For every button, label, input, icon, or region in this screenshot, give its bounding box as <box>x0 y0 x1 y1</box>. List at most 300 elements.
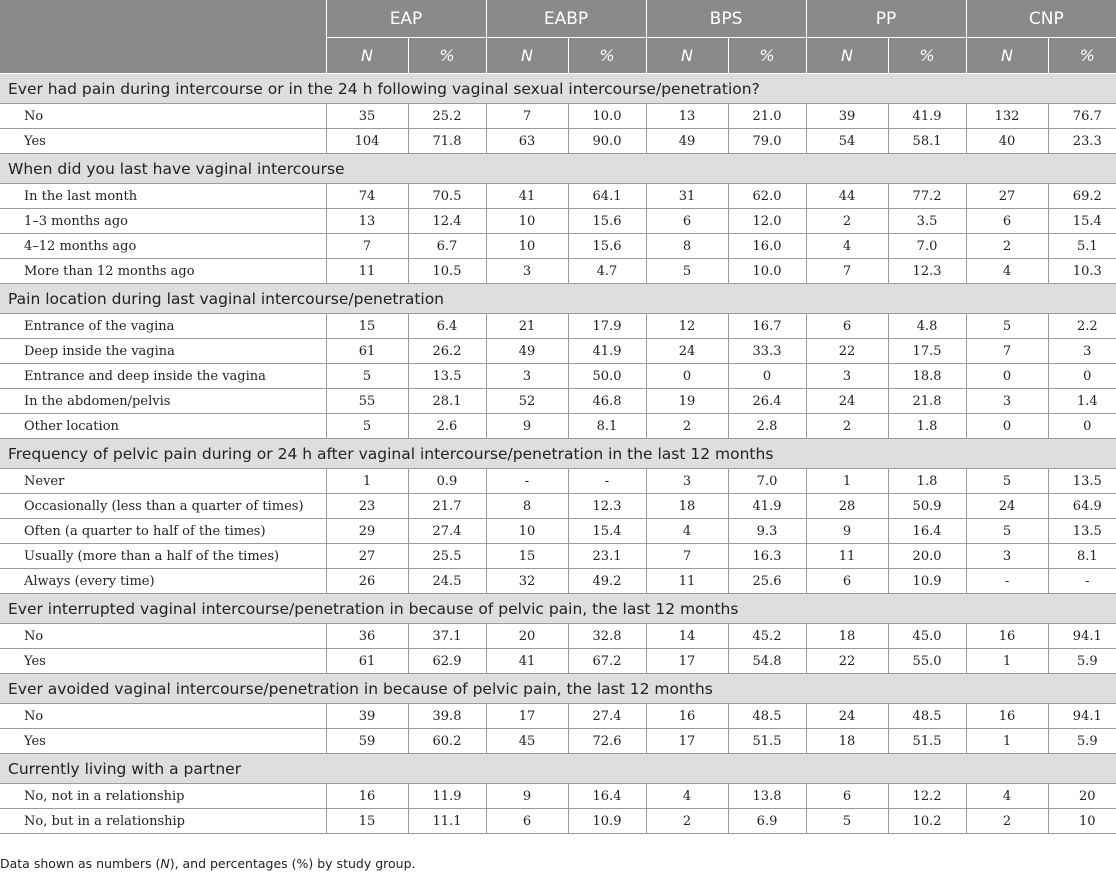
row-label: Always (every time) <box>0 569 326 594</box>
table-row <box>0 314 1116 339</box>
percent-cell: 4.8 <box>888 314 966 339</box>
count-cell: 16 <box>326 784 408 809</box>
count-cell: 0 <box>966 414 1048 439</box>
row-label: In the abdomen/pelvis <box>0 389 326 414</box>
row-label: Never <box>0 469 326 494</box>
count-cell: 16 <box>966 704 1048 729</box>
count-cell: 3 <box>486 259 568 284</box>
table-row <box>0 729 1116 754</box>
group-header-eabp: EABP <box>486 0 646 38</box>
count-cell: 2 <box>646 809 728 834</box>
table-row <box>0 469 1116 494</box>
percent-cell: 17.5 <box>888 339 966 364</box>
percent-cell: 13.5 <box>1048 469 1116 494</box>
count-cell: 4 <box>806 234 888 259</box>
percent-cell: 10.2 <box>888 809 966 834</box>
percent-cell: 15.4 <box>568 519 646 544</box>
sub-header-n: N <box>646 38 728 74</box>
table-row <box>0 209 1116 234</box>
percent-cell: 1.4 <box>1048 389 1116 414</box>
percent-cell: 24.5 <box>408 569 486 594</box>
count-cell: 36 <box>326 624 408 649</box>
percent-cell: 8.1 <box>568 414 646 439</box>
footnote-text-start: Data shown as numbers ( <box>0 856 161 871</box>
count-cell: 39 <box>326 704 408 729</box>
percent-cell: 3 <box>1048 339 1116 364</box>
count-cell: 7 <box>486 104 568 129</box>
count-cell: 23 <box>326 494 408 519</box>
count-cell: 5 <box>646 259 728 284</box>
count-cell: 2 <box>806 209 888 234</box>
table-row <box>0 184 1116 209</box>
count-cell: 16 <box>646 704 728 729</box>
percent-cell: 5.9 <box>1048 729 1116 754</box>
count-cell: 54 <box>806 129 888 154</box>
percent-cell: 58.1 <box>888 129 966 154</box>
table-row <box>0 624 1116 649</box>
count-cell: 12 <box>646 314 728 339</box>
count-cell: 7 <box>966 339 1048 364</box>
row-label: Occasionally (less than a quarter of times) <box>0 494 326 519</box>
percent-cell: 17.9 <box>568 314 646 339</box>
percent-cell: 11.9 <box>408 784 486 809</box>
percent-cell: 51.5 <box>888 729 966 754</box>
count-cell: 4 <box>966 259 1048 284</box>
row-label: No <box>0 704 326 729</box>
percent-cell: 23.3 <box>1048 129 1116 154</box>
count-cell: 10 <box>486 234 568 259</box>
count-cell: 10 <box>486 209 568 234</box>
count-cell: 15 <box>326 809 408 834</box>
percent-cell: 10.9 <box>888 569 966 594</box>
count-cell: 9 <box>486 784 568 809</box>
count-cell: 21 <box>486 314 568 339</box>
count-cell: 32 <box>486 569 568 594</box>
row-label: Usually (more than a half of the times) <box>0 544 326 569</box>
percent-cell: 49.2 <box>568 569 646 594</box>
percent-cell: 9.3 <box>728 519 806 544</box>
count-cell: 5 <box>806 809 888 834</box>
section-title: Frequency of pelvic pain during or 24 h after vaginal intercourse/penetration in the last 12 months <box>0 439 1116 469</box>
percent-cell: 18.8 <box>888 364 966 389</box>
percent-cell: 0 <box>1048 414 1116 439</box>
group-header-bps: BPS <box>646 0 806 38</box>
percent-cell: 0.9 <box>408 469 486 494</box>
percent-cell: 10.5 <box>408 259 486 284</box>
count-cell: 74 <box>326 184 408 209</box>
count-cell: 22 <box>806 339 888 364</box>
row-label: Often (a quarter to half of the times) <box>0 519 326 544</box>
count-cell: 132 <box>966 104 1048 129</box>
percent-cell: 16.4 <box>888 519 966 544</box>
table-footnote <box>0 856 415 871</box>
row-label: In the last month <box>0 184 326 209</box>
percent-cell: 4.7 <box>568 259 646 284</box>
count-cell: 11 <box>806 544 888 569</box>
table-row <box>0 649 1116 674</box>
count-cell: 39 <box>806 104 888 129</box>
percent-cell: 0 <box>728 364 806 389</box>
footnote-text-end: ), and percentages (%) by study group. <box>169 856 416 871</box>
group-header-row <box>0 0 1116 38</box>
count-cell: 1 <box>326 469 408 494</box>
percent-cell: 62.9 <box>408 649 486 674</box>
percent-cell: 13.8 <box>728 784 806 809</box>
section-title: Ever avoided vaginal intercourse/penetration in because of pelvic pain, the last 12 months <box>0 674 1116 704</box>
percent-cell: 13.5 <box>408 364 486 389</box>
count-cell: 16 <box>966 624 1048 649</box>
percent-cell: 27.4 <box>568 704 646 729</box>
percent-cell: 69.2 <box>1048 184 1116 209</box>
count-cell: 2 <box>806 414 888 439</box>
percent-cell: 6.7 <box>408 234 486 259</box>
count-cell: 18 <box>806 624 888 649</box>
sub-header-n: N <box>486 38 568 74</box>
count-cell: 24 <box>806 704 888 729</box>
percent-cell: 6.9 <box>728 809 806 834</box>
table-row <box>0 809 1116 834</box>
count-cell: 27 <box>966 184 1048 209</box>
table-row <box>0 259 1116 284</box>
table-row <box>0 339 1116 364</box>
row-label: No, not in a relationship <box>0 784 326 809</box>
percent-cell: 1.8 <box>888 469 966 494</box>
count-cell: 59 <box>326 729 408 754</box>
count-cell: 5 <box>966 519 1048 544</box>
table-body <box>0 74 1116 834</box>
count-cell: 9 <box>486 414 568 439</box>
table-row <box>0 389 1116 414</box>
count-cell: 6 <box>646 209 728 234</box>
table-row <box>0 519 1116 544</box>
count-cell: 5 <box>966 469 1048 494</box>
count-cell: 0 <box>966 364 1048 389</box>
percent-cell: 45.0 <box>888 624 966 649</box>
percent-cell: 67.2 <box>568 649 646 674</box>
count-cell: 5 <box>326 364 408 389</box>
percent-cell: 50.0 <box>568 364 646 389</box>
section-title: Currently living with a partner <box>0 754 1116 784</box>
sub-header-pct: % <box>888 38 966 74</box>
count-cell: 41 <box>486 649 568 674</box>
section-title: Ever had pain during intercourse or in the 24 h following vaginal sexual intercourse/penetration? <box>0 74 1116 104</box>
percent-cell: 41.9 <box>728 494 806 519</box>
count-cell: 44 <box>806 184 888 209</box>
count-cell: 2 <box>646 414 728 439</box>
row-label: 4–12 months ago <box>0 234 326 259</box>
row-label: No, but in a relationship <box>0 809 326 834</box>
percent-cell: 39.8 <box>408 704 486 729</box>
percent-cell: 21.8 <box>888 389 966 414</box>
section-header-row <box>0 754 1116 784</box>
percent-cell: - <box>1048 569 1116 594</box>
percent-cell: 15.6 <box>568 209 646 234</box>
percent-cell: 23.1 <box>568 544 646 569</box>
sub-header-pct: % <box>568 38 646 74</box>
section-header-row <box>0 74 1116 104</box>
count-cell: - <box>486 469 568 494</box>
sub-header-pct: % <box>408 38 486 74</box>
percent-cell: 7.0 <box>888 234 966 259</box>
row-label: Deep inside the vagina <box>0 339 326 364</box>
percent-cell: 51.5 <box>728 729 806 754</box>
percent-cell: 70.5 <box>408 184 486 209</box>
count-cell: 7 <box>326 234 408 259</box>
row-label: Other location <box>0 414 326 439</box>
percent-cell: 12.3 <box>568 494 646 519</box>
count-cell: 24 <box>646 339 728 364</box>
count-cell: 3 <box>806 364 888 389</box>
percent-cell: 11.1 <box>408 809 486 834</box>
percent-cell: 12.4 <box>408 209 486 234</box>
percent-cell: 64.9 <box>1048 494 1116 519</box>
count-cell: 1 <box>806 469 888 494</box>
percent-cell: 72.6 <box>568 729 646 754</box>
percent-cell: 54.8 <box>728 649 806 674</box>
percent-cell: 37.1 <box>408 624 486 649</box>
count-cell: 31 <box>646 184 728 209</box>
percent-cell: 16.4 <box>568 784 646 809</box>
percent-cell: 94.1 <box>1048 624 1116 649</box>
count-cell: 3 <box>646 469 728 494</box>
percent-cell: 62.0 <box>728 184 806 209</box>
count-cell: 6 <box>966 209 1048 234</box>
percent-cell: 12.0 <box>728 209 806 234</box>
count-cell: 15 <box>326 314 408 339</box>
count-cell: 49 <box>646 129 728 154</box>
section-title: Ever interrupted vaginal intercourse/penetration in because of pelvic pain, the last 12 months <box>0 594 1116 624</box>
count-cell: 8 <box>646 234 728 259</box>
percent-cell: 2.6 <box>408 414 486 439</box>
count-cell: 4 <box>646 519 728 544</box>
count-cell: 11 <box>326 259 408 284</box>
count-cell: 4 <box>966 784 1048 809</box>
percent-cell: 12.3 <box>888 259 966 284</box>
count-cell: 28 <box>806 494 888 519</box>
count-cell: 4 <box>646 784 728 809</box>
percent-cell: 48.5 <box>728 704 806 729</box>
percent-cell: 77.2 <box>888 184 966 209</box>
percent-cell: 26.4 <box>728 389 806 414</box>
table-header <box>0 0 1116 74</box>
row-label: Entrance and deep inside the vagina <box>0 364 326 389</box>
row-label: No <box>0 624 326 649</box>
percent-cell: 25.5 <box>408 544 486 569</box>
count-cell: 7 <box>646 544 728 569</box>
count-cell: 2 <box>966 234 1048 259</box>
table-row <box>0 414 1116 439</box>
count-cell: 49 <box>486 339 568 364</box>
count-cell: 1 <box>966 729 1048 754</box>
sub-header-pct: % <box>728 38 806 74</box>
row-label: Entrance of the vagina <box>0 314 326 339</box>
percent-cell: 33.3 <box>728 339 806 364</box>
count-cell: 5 <box>326 414 408 439</box>
count-cell: 55 <box>326 389 408 414</box>
count-cell: 6 <box>806 569 888 594</box>
percent-cell: 7.0 <box>728 469 806 494</box>
count-cell: 7 <box>806 259 888 284</box>
percent-cell: 76.7 <box>1048 104 1116 129</box>
percent-cell: 5.9 <box>1048 649 1116 674</box>
table-row <box>0 494 1116 519</box>
percent-cell: 26.2 <box>408 339 486 364</box>
percent-cell: 15.6 <box>568 234 646 259</box>
count-cell: - <box>966 569 1048 594</box>
percent-cell: 1.8 <box>888 414 966 439</box>
percent-cell: 32.8 <box>568 624 646 649</box>
count-cell: 3 <box>966 389 1048 414</box>
count-cell: 10 <box>486 519 568 544</box>
footnote-n-symbol: N <box>160 856 170 871</box>
percent-cell: 10.3 <box>1048 259 1116 284</box>
percent-cell: 21.0 <box>728 104 806 129</box>
percent-cell: - <box>568 469 646 494</box>
percent-cell: 79.0 <box>728 129 806 154</box>
count-cell: 11 <box>646 569 728 594</box>
sub-header-n: N <box>806 38 888 74</box>
count-cell: 1 <box>966 649 1048 674</box>
count-cell: 24 <box>966 494 1048 519</box>
count-cell: 35 <box>326 104 408 129</box>
count-cell: 20 <box>486 624 568 649</box>
percent-cell: 10.0 <box>568 104 646 129</box>
percent-cell: 25.2 <box>408 104 486 129</box>
percent-cell: 48.5 <box>888 704 966 729</box>
percent-cell: 0 <box>1048 364 1116 389</box>
table-row <box>0 704 1116 729</box>
count-cell: 40 <box>966 129 1048 154</box>
percent-cell: 71.8 <box>408 129 486 154</box>
percent-cell: 55.0 <box>888 649 966 674</box>
section-title: When did you last have vaginal intercourse <box>0 154 1116 184</box>
percent-cell: 41.9 <box>568 339 646 364</box>
count-cell: 41 <box>486 184 568 209</box>
table-row <box>0 544 1116 569</box>
count-cell: 6 <box>806 314 888 339</box>
group-header-eap: EAP <box>326 0 486 38</box>
percent-cell: 20 <box>1048 784 1116 809</box>
count-cell: 8 <box>486 494 568 519</box>
percent-cell: 27.4 <box>408 519 486 544</box>
sub-header-pct: % <box>1048 38 1116 74</box>
row-label: Yes <box>0 129 326 154</box>
count-cell: 17 <box>646 649 728 674</box>
percent-cell: 2.2 <box>1048 314 1116 339</box>
sub-header-n: N <box>966 38 1048 74</box>
section-title: Pain location during last vaginal intercourse/penetration <box>0 284 1116 314</box>
row-label: More than 12 months ago <box>0 259 326 284</box>
count-cell: 6 <box>806 784 888 809</box>
group-header-pp: PP <box>806 0 966 38</box>
percent-cell: 8.1 <box>1048 544 1116 569</box>
count-cell: 6 <box>486 809 568 834</box>
count-cell: 17 <box>646 729 728 754</box>
percent-cell: 10.0 <box>728 259 806 284</box>
count-cell: 18 <box>646 494 728 519</box>
sub-header-n: N <box>326 38 408 74</box>
table-row <box>0 569 1116 594</box>
count-cell: 18 <box>806 729 888 754</box>
count-cell: 2 <box>966 809 1048 834</box>
percent-cell: 5.1 <box>1048 234 1116 259</box>
count-cell: 15 <box>486 544 568 569</box>
header-corner <box>0 0 326 74</box>
row-label: Yes <box>0 649 326 674</box>
count-cell: 24 <box>806 389 888 414</box>
count-cell: 5 <box>966 314 1048 339</box>
count-cell: 17 <box>486 704 568 729</box>
percent-cell: 20.0 <box>888 544 966 569</box>
group-header-cnp: CNP <box>966 0 1116 38</box>
percent-cell: 10.9 <box>568 809 646 834</box>
count-cell: 45 <box>486 729 568 754</box>
percent-cell: 10 <box>1048 809 1116 834</box>
count-cell: 61 <box>326 649 408 674</box>
count-cell: 3 <box>966 544 1048 569</box>
table-row <box>0 784 1116 809</box>
percent-cell: 41.9 <box>888 104 966 129</box>
count-cell: 104 <box>326 129 408 154</box>
count-cell: 14 <box>646 624 728 649</box>
percent-cell: 16.7 <box>728 314 806 339</box>
row-label: Yes <box>0 729 326 754</box>
percent-cell: 6.4 <box>408 314 486 339</box>
percent-cell: 46.8 <box>568 389 646 414</box>
count-cell: 61 <box>326 339 408 364</box>
section-header-row <box>0 594 1116 624</box>
count-cell: 22 <box>806 649 888 674</box>
percent-cell: 25.6 <box>728 569 806 594</box>
percent-cell: 2.8 <box>728 414 806 439</box>
section-header-row <box>0 284 1116 314</box>
count-cell: 19 <box>646 389 728 414</box>
percent-cell: 28.1 <box>408 389 486 414</box>
percent-cell: 45.2 <box>728 624 806 649</box>
count-cell: 26 <box>326 569 408 594</box>
section-header-row <box>0 674 1116 704</box>
percent-cell: 50.9 <box>888 494 966 519</box>
count-cell: 9 <box>806 519 888 544</box>
count-cell: 29 <box>326 519 408 544</box>
count-cell: 52 <box>486 389 568 414</box>
percent-cell: 60.2 <box>408 729 486 754</box>
percent-cell: 16.0 <box>728 234 806 259</box>
percent-cell: 12.2 <box>888 784 966 809</box>
count-cell: 13 <box>326 209 408 234</box>
table-row <box>0 364 1116 389</box>
count-cell: 3 <box>486 364 568 389</box>
table-row <box>0 234 1116 259</box>
percent-cell: 15.4 <box>1048 209 1116 234</box>
table-row <box>0 129 1116 154</box>
count-cell: 63 <box>486 129 568 154</box>
percent-cell: 94.1 <box>1048 704 1116 729</box>
table-row <box>0 104 1116 129</box>
section-header-row <box>0 439 1116 469</box>
percent-cell: 21.7 <box>408 494 486 519</box>
count-cell: 13 <box>646 104 728 129</box>
section-header-row <box>0 154 1116 184</box>
percent-cell: 90.0 <box>568 129 646 154</box>
percent-cell: 16.3 <box>728 544 806 569</box>
percent-cell: 13.5 <box>1048 519 1116 544</box>
count-cell: 27 <box>326 544 408 569</box>
row-label: No <box>0 104 326 129</box>
row-label: 1–3 months ago <box>0 209 326 234</box>
count-cell: 0 <box>646 364 728 389</box>
percent-cell: 3.5 <box>888 209 966 234</box>
